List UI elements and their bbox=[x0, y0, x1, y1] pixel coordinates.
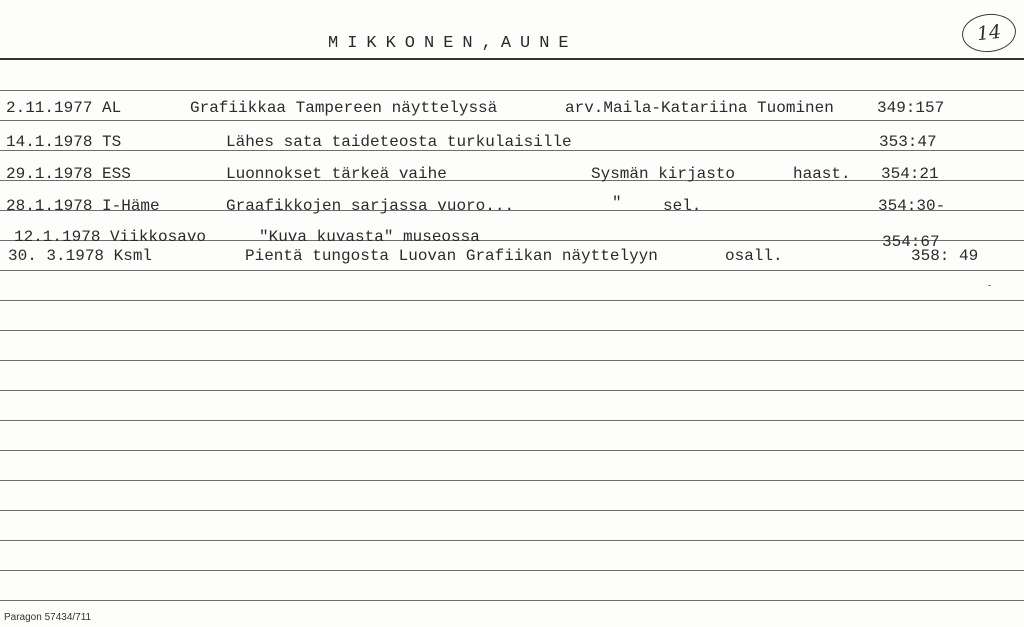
ruled-line bbox=[0, 510, 1024, 511]
ruled-line bbox=[0, 120, 1024, 121]
entry-source: Sysmän kirjasto bbox=[591, 165, 736, 183]
card-title: MIKKONEN,AUNE bbox=[328, 34, 578, 53]
entry-date: 12.1.1978 Viikkosavo bbox=[14, 228, 207, 246]
entry-date: 2.11.1977 AL bbox=[6, 99, 122, 117]
ruled-line bbox=[0, 300, 1024, 301]
entry-ref: 354:67 bbox=[882, 233, 940, 251]
entry-ref: 353:47 bbox=[879, 133, 937, 151]
ruled-line bbox=[0, 600, 1024, 601]
entry-date: 30. 3.1978 Ksml bbox=[8, 247, 153, 265]
entry-title: Pientä tungosta Luovan Grafiikan näyttelyyn bbox=[245, 247, 658, 265]
ruled-line bbox=[0, 90, 1024, 91]
entry-note: arv.Maila-Katariina Tuominen bbox=[565, 99, 834, 117]
ruled-line bbox=[0, 450, 1024, 451]
entry-title: Grafiikkaa Tampereen näyttelyssä bbox=[190, 99, 498, 117]
ruled-line bbox=[0, 270, 1024, 271]
entry-ref: 354:30- bbox=[878, 197, 946, 215]
entry-note: osall. bbox=[725, 247, 783, 265]
ruled-line bbox=[0, 390, 1024, 391]
entry-note: haast. bbox=[793, 165, 851, 183]
card-number-stamp: 14 bbox=[960, 11, 1018, 54]
ruled-line bbox=[0, 540, 1024, 541]
header-rule bbox=[0, 58, 1024, 60]
ruled-line bbox=[0, 360, 1024, 361]
entry-ref: 349:157 bbox=[877, 99, 945, 117]
entry-title: Lähes sata taideteosta turkulaisille bbox=[226, 133, 572, 151]
ruled-line bbox=[0, 330, 1024, 331]
entry-title: "Kuva kuvasta" museossa bbox=[259, 228, 480, 246]
entry-source: " bbox=[612, 194, 622, 212]
entry-ref: 358: 49 bbox=[911, 247, 979, 265]
ruled-line bbox=[0, 480, 1024, 481]
entry-note: sel. bbox=[663, 197, 702, 215]
entry-date: 29.1.1978 ESS bbox=[6, 165, 131, 183]
ruled-line bbox=[0, 420, 1024, 421]
printer-mark: Paragon 57434/711 bbox=[4, 612, 92, 623]
paper-speck bbox=[988, 285, 991, 286]
entry-date: 14.1.1978 TS bbox=[6, 133, 122, 151]
entry-ref: 354:21 bbox=[881, 165, 939, 183]
entry-title: Graafikkojen sarjassa vuoro... bbox=[226, 197, 515, 215]
ruled-line bbox=[0, 570, 1024, 571]
ruled-line bbox=[0, 180, 1024, 181]
entry-title: Luonnokset tärkeä vaihe bbox=[226, 165, 447, 183]
entry-date: 28.1.1978 I-Häme bbox=[6, 197, 160, 215]
